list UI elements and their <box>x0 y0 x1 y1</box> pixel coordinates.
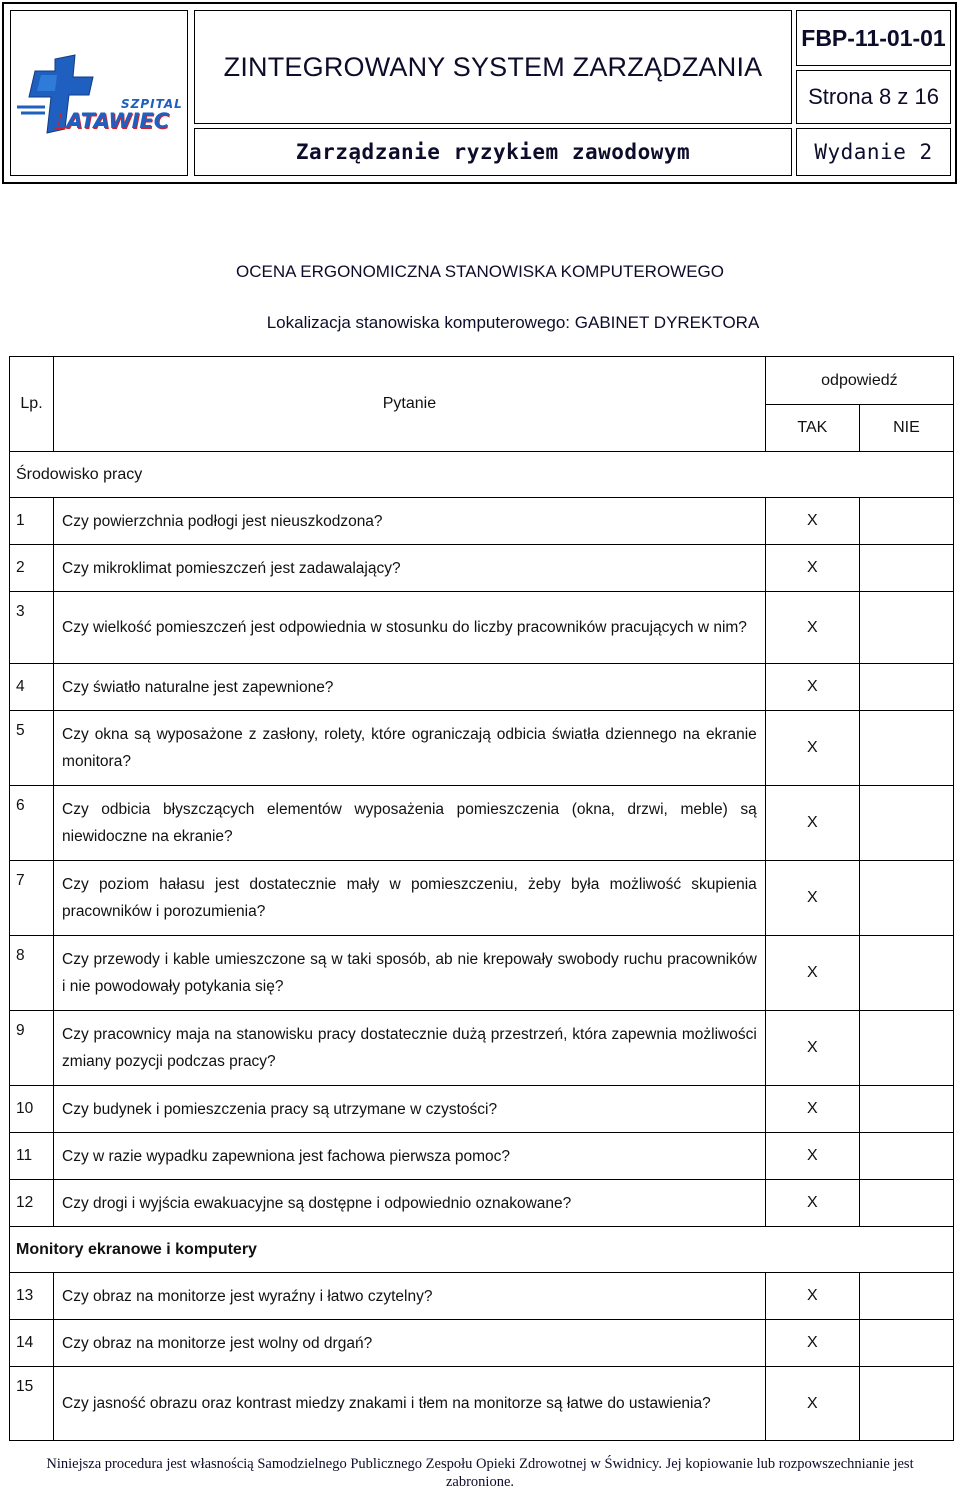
question-text: Czy jasność obrazu oraz kontrast miedzy znakami i tłem na monitorze są łatwe do ustawienia? <box>54 1367 766 1441</box>
answer-no-cell <box>859 936 953 1011</box>
row-number: 8 <box>10 936 54 1011</box>
answer-no-cell <box>859 1180 953 1227</box>
col-no-header: NIE <box>859 405 953 452</box>
table-row <box>10 936 954 1011</box>
table-row <box>10 1011 954 1086</box>
row-number: 3 <box>10 592 54 664</box>
row-number: 11 <box>10 1133 54 1180</box>
table-row <box>10 1273 954 1320</box>
question-text: Czy światło naturalne jest zapewnione? <box>54 664 766 711</box>
edition-cell <box>796 128 951 176</box>
table-row <box>10 711 954 786</box>
answer-yes-cell: X <box>765 1273 859 1320</box>
question-text: Czy okna są wyposażone z zasłony, rolety, które ograniczają odbicia światła dziennego na ekranie monitora? <box>54 711 766 786</box>
topic-cell <box>194 128 792 176</box>
row-number: 5 <box>10 711 54 786</box>
question-text: Czy obraz na monitorze jest wolny od drgań? <box>54 1320 766 1367</box>
table-row <box>10 664 954 711</box>
table-row <box>10 1133 954 1180</box>
col-answer-header: odpowiedź <box>765 357 953 405</box>
page-number: Strona 8 z 16 <box>808 84 939 109</box>
answer-yes-cell: X <box>765 592 859 664</box>
col-question-header: Pytanie <box>54 357 766 452</box>
question-text: Czy budynek i pomieszczenia pracy są utrzymane w czystości? <box>54 1086 766 1133</box>
row-number: 7 <box>10 861 54 936</box>
system-title-cell <box>194 10 792 124</box>
row-number: 12 <box>10 1180 54 1227</box>
answer-no-cell <box>859 1273 953 1320</box>
table-row <box>10 592 954 664</box>
answer-yes-cell: X <box>765 1086 859 1133</box>
answer-yes-cell: X <box>765 1367 859 1441</box>
col-lp-header: Lp. <box>10 357 54 452</box>
question-text: Czy mikroklimat pomieszczeń jest zadawalający? <box>54 545 766 592</box>
answer-no-cell <box>859 498 953 545</box>
location-line: Lokalizacja stanowiska komputerowego: GABINET DYREKTORA <box>266 313 760 332</box>
doc-code-cell <box>796 10 951 66</box>
table-row <box>10 545 954 592</box>
question-text: Czy odbicia błyszczących elementów wyposażenia pomieszczenia (okna, drzwi, meble) są niewidoczne na ekranie? <box>54 786 766 861</box>
answer-no-cell <box>859 1011 953 1086</box>
answer-yes-cell: X <box>765 545 859 592</box>
table-row <box>10 498 954 545</box>
answer-no-cell <box>859 592 953 664</box>
logo-szpital-text: SZPITAL <box>121 97 183 111</box>
edition-label: Wydanie 2 <box>814 140 933 164</box>
section-title: Środowisko pracy <box>10 452 954 498</box>
row-number: 9 <box>10 1011 54 1086</box>
table-row <box>10 1086 954 1133</box>
question-text: Czy w razie wypadku zapewniona jest fachowa pierwsza pomoc? <box>54 1133 766 1180</box>
section-row <box>10 452 954 498</box>
footer-note <box>0 1455 960 1491</box>
question-text: Czy wielkość pomieszczeń jest odpowiednia w stosunku do liczby pracowników pracujących w nim? <box>54 592 766 664</box>
question-text: Czy przewody i kable umieszczone są w taki sposób, ab nie krepowały swobody ruchu pracowników i nie powodowały potykania się? <box>54 936 766 1011</box>
row-number: 1 <box>10 498 54 545</box>
answer-yes-cell: X <box>765 1133 859 1180</box>
row-number: 15 <box>10 1367 54 1441</box>
answer-no-cell <box>859 711 953 786</box>
answer-yes-cell: X <box>765 498 859 545</box>
answer-no-cell <box>859 861 953 936</box>
row-number: 2 <box>10 545 54 592</box>
answer-yes-cell: X <box>765 936 859 1011</box>
answer-no-cell <box>859 1320 953 1367</box>
question-text: Czy poziom hałasu jest dostatecznie mały w pomieszczeniu, żeby była możliwość skupienia pracowników i porozumienia? <box>54 861 766 936</box>
table-row <box>10 1180 954 1227</box>
answer-yes-cell: X <box>765 1180 859 1227</box>
section-title: Monitory ekranowe i komputery <box>10 1227 954 1273</box>
answer-no-cell <box>859 1367 953 1441</box>
table-row <box>10 861 954 936</box>
document-header <box>2 2 957 184</box>
question-text: Czy obraz na monitorze jest wyraźny i łatwo czytelny? <box>54 1273 766 1320</box>
answer-yes-cell: X <box>765 1011 859 1086</box>
footer-line-2: zabronione. <box>445 1474 515 1490</box>
row-number: 6 <box>10 786 54 861</box>
table-row <box>10 1320 954 1367</box>
row-number: 14 <box>10 1320 54 1367</box>
answer-no-cell <box>859 664 953 711</box>
answer-yes-cell: X <box>765 664 859 711</box>
system-title: ZINTEGROWANY SYSTEM ZARZĄDZANIA <box>223 51 763 82</box>
answer-yes-cell: X <box>765 711 859 786</box>
logo-cell <box>10 10 188 176</box>
doc-code: FBP-11-01-01 <box>801 24 946 51</box>
answer-no-cell <box>859 1133 953 1180</box>
logo-latawiec-text: LATAWIEC <box>53 109 170 133</box>
section-row <box>10 1227 954 1273</box>
page-number-cell <box>796 70 951 124</box>
document-title: OCENA ERGONOMICZNA STANOWISKA KOMPUTEROWEGO <box>235 262 724 281</box>
footer-line-1: Niniejsza procedura jest własnością Samodzielnego Publicznego Zespołu Opieki Zdrowotnej w Świdnicy. Jej kopiowanie lub rozpowszechnianie jest <box>46 1456 914 1472</box>
answer-no-cell <box>859 786 953 861</box>
answer-yes-cell: X <box>765 861 859 936</box>
answer-no-cell <box>859 1086 953 1133</box>
row-number: 4 <box>10 664 54 711</box>
assessment-table <box>9 356 954 1441</box>
table-row <box>10 1367 954 1441</box>
topic-title: Zarządzanie ryzykiem zawodowym <box>295 140 691 164</box>
answer-yes-cell: X <box>765 1320 859 1367</box>
col-yes-header: TAK <box>765 405 859 452</box>
answer-yes-cell: X <box>765 786 859 861</box>
table-row <box>10 786 954 861</box>
answer-no-cell <box>859 545 953 592</box>
question-text: Czy powierzchnia podłogi jest nieuszkodzona? <box>54 498 766 545</box>
question-text: Czy drogi i wyjścia ewakuacyjne są dostępne i odpowiednio oznakowane? <box>54 1180 766 1227</box>
question-text: Czy pracownicy maja na stanowisku pracy dostatecznie dużą przestrzeń, która zapewnia możliwości zmiany pozycji podczas pracy? <box>54 1011 766 1086</box>
row-number: 10 <box>10 1086 54 1133</box>
table-header-row <box>10 357 954 405</box>
row-number: 13 <box>10 1273 54 1320</box>
